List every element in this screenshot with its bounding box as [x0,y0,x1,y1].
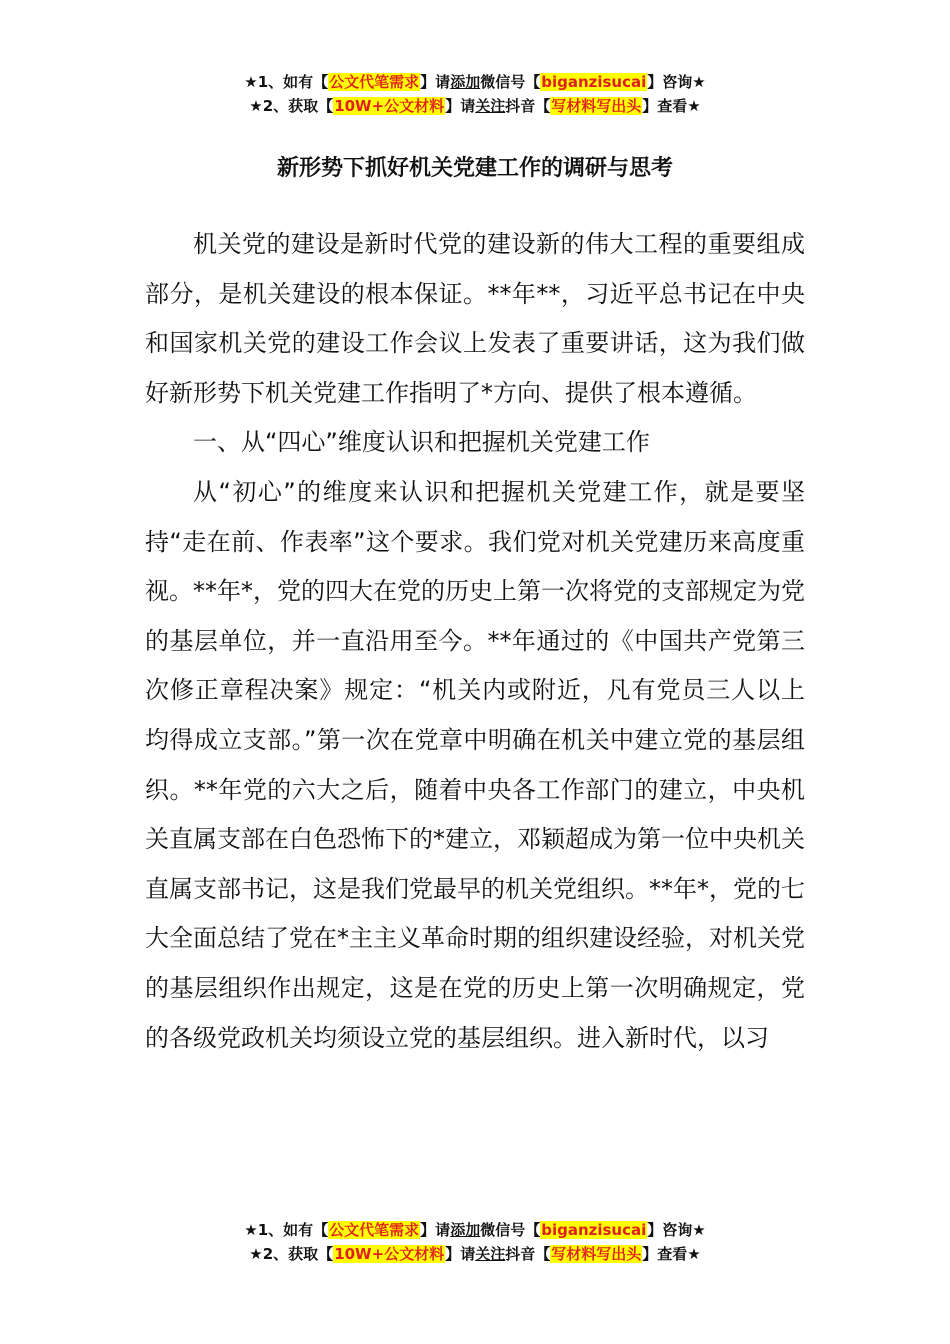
promo-header [0,70,950,118]
promo-highlight: 10W+公文材料 [334,97,445,115]
promo-underlined: 关注 [475,1245,506,1263]
promo-text: 微信号【 [480,1221,541,1239]
promo-footer [0,1218,950,1266]
wechat-id-highlight: biganzisucai [541,73,647,91]
promo-text: 】请 [445,1245,476,1263]
section-heading: 一、从“四心”维度认识和把握机关党建工作 [193,428,650,457]
document-title: 新形势下抓好机关党建工作的调研与思考 [276,156,673,181]
promo-text: ★1、如有【 [244,1221,329,1239]
wechat-id-highlight: biganzisucai [541,1221,647,1239]
promo-text: 】查看★ [642,97,701,115]
promo-text: 】查看★ [642,1245,701,1263]
paragraph-section-1: 从“初心”的维度来认识和把握机关党建工作，就是要坚持“走在前、作表率”这个要求。我们党对机关党建历来高度重视。**年*，党的四大在党的历史上第一次将党的支部规定为党的基层单位，并一直沿用至今。**年通过的《中国共产党第三次修正章程决案》规定：“机关内或附近，凡有党员三人以上均得成立支部。”第一次在党章中明确在机关中建立党的基层组织。**年党的六大之后，随着中央各工作部门的建立，中央机关直属支部在白色恐怖下的*建立，邓颖超成为第一位中央机关直属支部书记，这是我们党最早的机关党组织。**年*，党的七大全面总结了党在*主主义革命时期的组织建设经验，对机关党的基层组织作出规定，这是在党的历史上第一次明确规定，党的各级党政机关均须设立党的基层组织。进入新时代，以习 [145,477,805,1052]
promo-highlight: 公文代笔需求 [329,1221,420,1239]
promo-text: 】咨询★ [647,1221,706,1239]
douyin-account-highlight: 写材料写出头 [551,97,642,115]
promo-highlight: 10W+公文材料 [334,1245,445,1263]
promo-text: 微信号【 [480,73,541,91]
promo-text: ★2、获取【 [249,97,334,115]
promo-underlined: 添加 [450,73,481,91]
promo-text: 抖音【 [505,97,551,115]
promo-text: 】请 [445,97,476,115]
promo-line-2 [0,1242,950,1266]
douyin-account-highlight: 写材料写出头 [551,1245,642,1263]
paragraph-intro: 机关党的建设是新时代党的建设新的伟大工程的重要组成部分，是机关建设的根本保证。**年**，习近平总书记在中央和国家机关党的建设工作会议上发表了重要讲话，这为我们做好新形势下机关党建工作指明了*方向、提供了根本遵循。 [145,230,805,407]
promo-text: 】请 [420,73,451,91]
promo-line-2 [0,94,950,118]
promo-text: 】请 [420,1221,451,1239]
promo-text: 】咨询★ [647,73,706,91]
promo-underlined: 添加 [450,1221,481,1239]
promo-text: ★1、如有【 [244,73,329,91]
promo-line-1 [0,1218,950,1242]
promo-line-1 [0,70,950,94]
promo-text: ★2、获取【 [249,1245,334,1263]
promo-text: 抖音【 [505,1245,551,1263]
promo-highlight: 公文代笔需求 [329,73,420,91]
document-body [145,220,805,1063]
promo-underlined: 关注 [475,97,506,115]
